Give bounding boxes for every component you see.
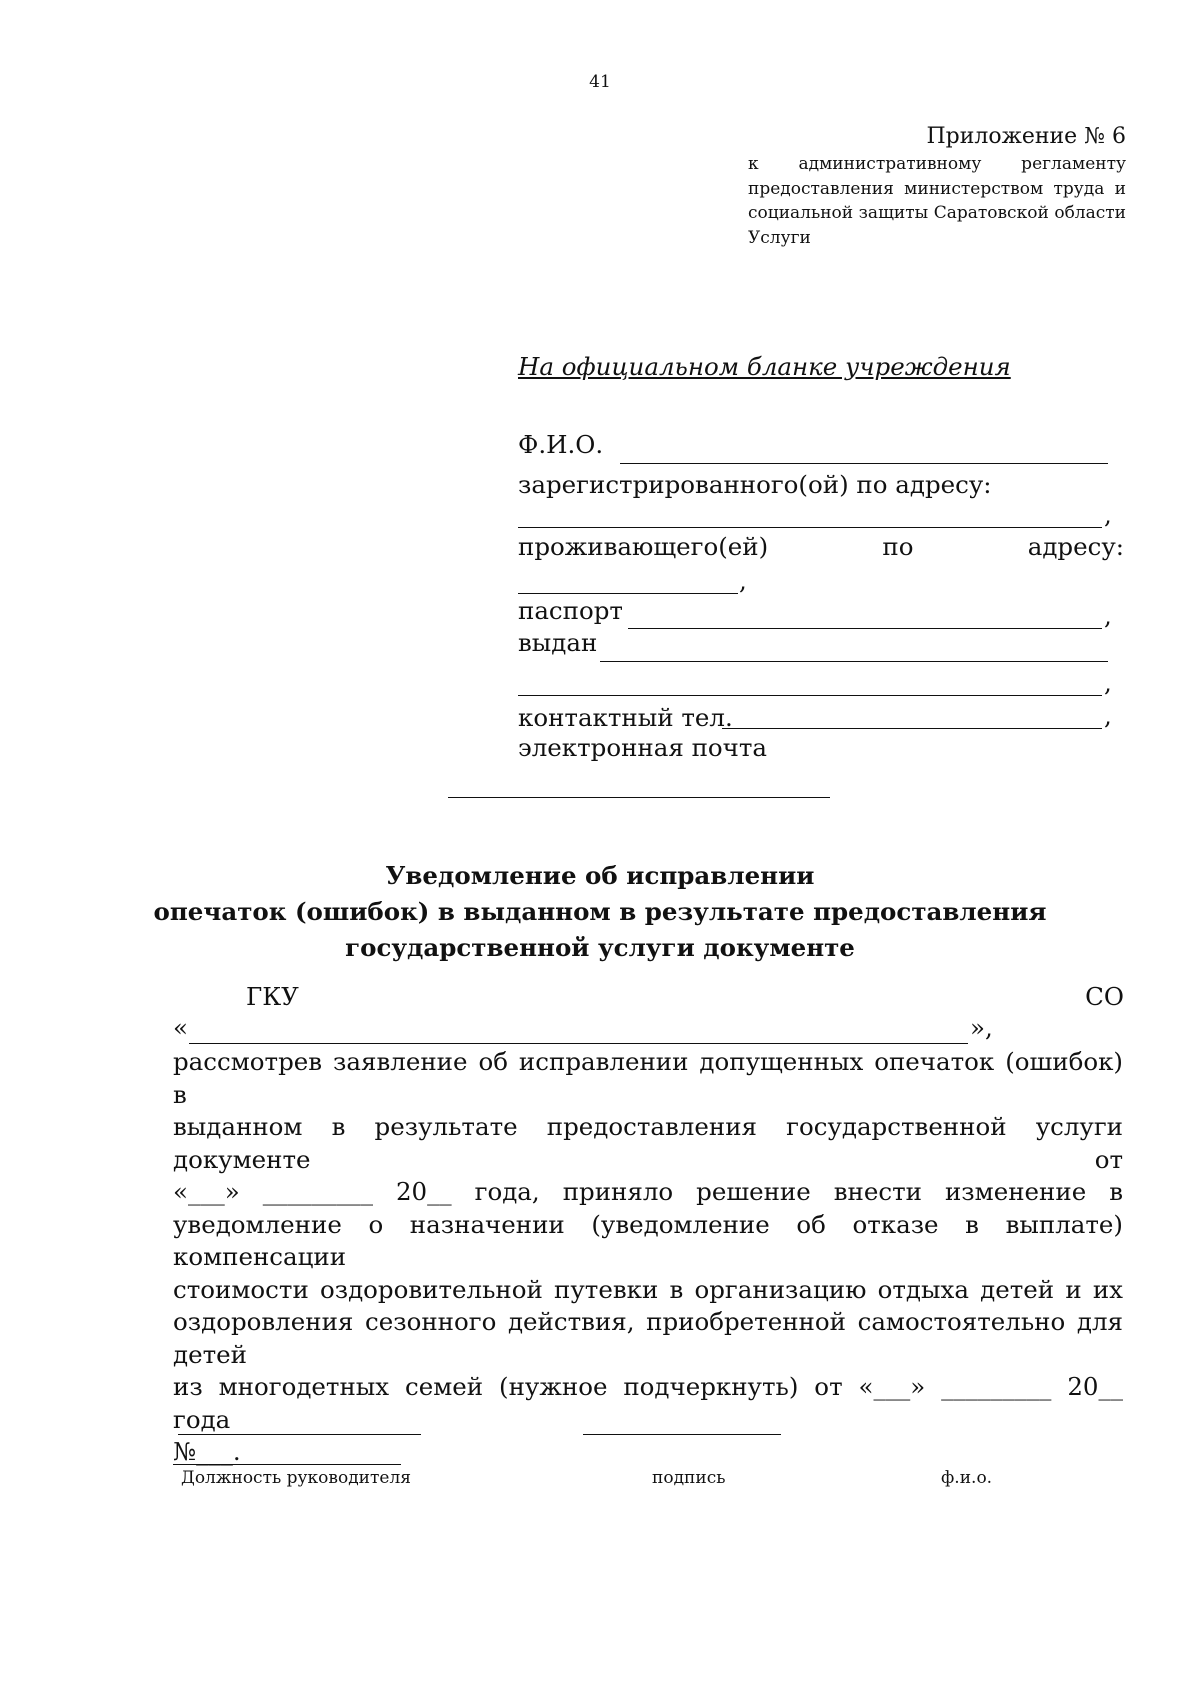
body-line: уведомление о назначении (уведомление об отказе в выплате) компенсации — [173, 1209, 1123, 1271]
fio-field[interactable] — [620, 463, 1108, 464]
fio-label: Ф.И.О. — [518, 430, 604, 459]
institution-name-field[interactable] — [189, 1043, 968, 1044]
signature-label: подпись — [652, 1468, 726, 1488]
email-field[interactable] — [448, 797, 830, 798]
issued-field-continued[interactable] — [518, 695, 1102, 696]
appendix-line: к административному регламенту — [748, 154, 1126, 174]
residing-word: проживающего(ей) — [518, 532, 769, 561]
residing-word: по — [882, 532, 914, 561]
body-line: оздоровления сезонного действия, приобретенной самостоятельно для детей — [173, 1307, 1123, 1369]
comma: , — [1104, 500, 1112, 529]
position-signature-line[interactable] — [178, 1434, 421, 1435]
gku-label: ГКУ — [246, 982, 299, 1011]
body-line: стоимости оздоровительной путевки в организацию отдыха детей и их — [173, 1274, 1123, 1304]
notice-title-line: Уведомление об исправлении — [385, 861, 815, 890]
appendix-line: социальной защиты Саратовской области — [748, 203, 1126, 223]
email-label: электронная почта — [518, 733, 768, 762]
quote-open: « — [173, 1013, 188, 1042]
notice-body — [173, 1046, 1123, 1469]
registered-address-label: зарегистрированного(ой) по адресу: — [518, 470, 992, 499]
comma: , — [1104, 701, 1112, 730]
quote-close: », — [970, 1013, 993, 1042]
residing-word: адресу: — [1027, 532, 1124, 561]
body-line: выданном в результате предоставления государственной услуги документе от — [173, 1112, 1123, 1174]
comma: , — [1104, 668, 1112, 697]
signature-line[interactable] — [583, 1434, 781, 1435]
position-label: Должность руководителя — [181, 1468, 411, 1488]
comma: , — [739, 566, 747, 595]
name-label: ф.и.о. — [941, 1468, 993, 1488]
notice-title-line: опечаток (ошибок) в выданном в результате предоставления — [153, 897, 1047, 926]
appendix-line: предоставления министерством труда и — [748, 178, 1126, 199]
appendix-subtitle — [748, 152, 1126, 250]
residing-address-field[interactable] — [518, 593, 738, 594]
issued-field[interactable] — [600, 661, 1108, 662]
notice-title — [0, 858, 1200, 966]
appendix-title: Приложение № 6 — [926, 124, 1126, 149]
body-line: «___» _________ 20__ года, приняло решение внести изменение в — [173, 1177, 1123, 1206]
comma: , — [1104, 601, 1112, 630]
so-label: СО — [1085, 982, 1124, 1011]
official-blank-note: На официальном бланке учреждения — [518, 352, 1011, 381]
passport-field[interactable] — [628, 628, 1102, 629]
registered-address-field[interactable] — [518, 527, 1102, 528]
residing-address-label — [518, 532, 1124, 561]
phone-field[interactable] — [722, 728, 1102, 729]
notice-title-line: государственной услуги документе — [345, 933, 855, 962]
body-line: №___. — [173, 1437, 241, 1466]
page-number: 41 — [589, 72, 611, 92]
passport-label: паспорт — [518, 596, 623, 625]
body-line: рассмотрев заявление об исправлении допущенных опечаток (ошибок) в — [173, 1047, 1123, 1109]
position-underline — [173, 1464, 401, 1465]
appendix-line: Услуги — [748, 227, 811, 248]
body-line: из многодетных семей (нужное подчеркнуть) от «___» _________ 20__ года — [173, 1372, 1123, 1434]
phone-label: контактный тел. — [518, 703, 733, 732]
issued-label: выдан — [518, 628, 598, 657]
